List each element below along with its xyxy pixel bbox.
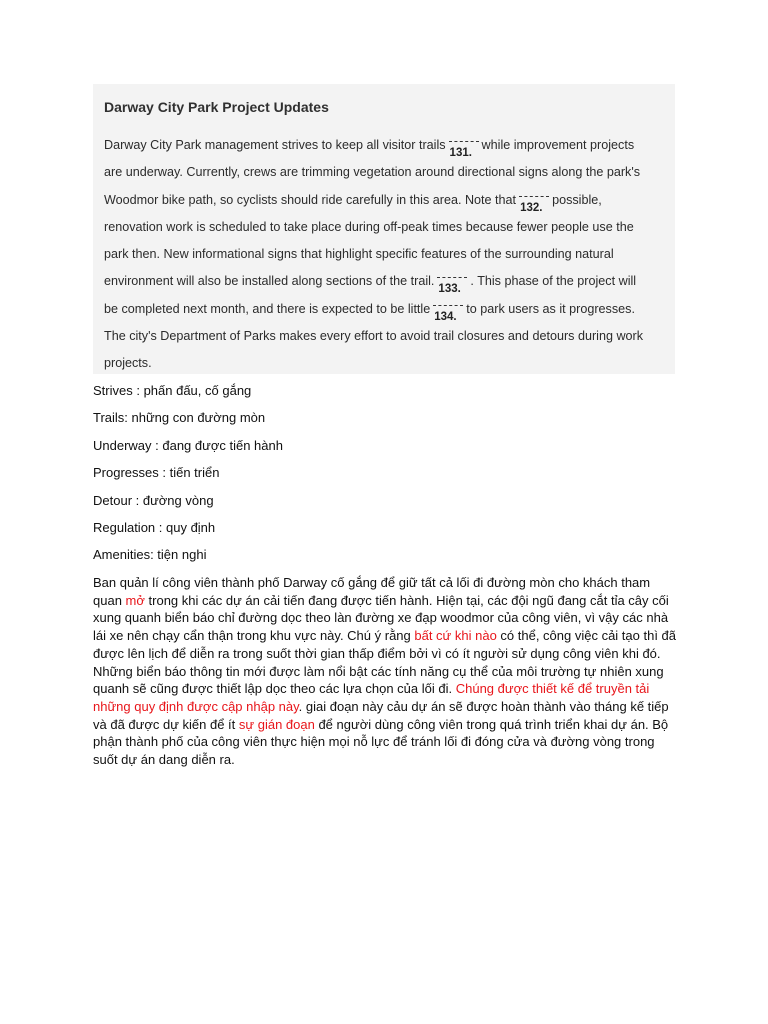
translation-text: có thể, công việc cải tạo thì đã được lên lịch để diễn ra trong suốt thời gian thấp điểm bởi vì có ít người sử dụng công viên khi đó. Những biển báo thông tin mới được làm nổi bật các tính năng cụ thể của môi trường tự nhiên xung quanh sẽ cũng được thiết lập dọc theo các lựa chọn của lối đi. (93, 628, 677, 697)
vocab-item: Underway : đang được tiến hành (93, 437, 283, 453)
vocab-item: Amenities: tiện nghi (93, 547, 207, 563)
translation-paragraph (93, 574, 678, 769)
highlighted-answer: bất cứ khi nào (414, 628, 497, 644)
answer-blank (433, 301, 463, 323)
line-text: environment will also be installed along sections of the trail. (104, 274, 435, 289)
question-number: 134. (434, 310, 457, 323)
line-text: renovation work is scheduled to take place during off-peak times because fewer people use the (104, 219, 634, 234)
line-text: . This phase of the project will (470, 274, 637, 289)
question-number: 133. (438, 283, 461, 296)
highlighted-answer: Chúng được thiết kế để truyền tải những quy định được cập nhập này (93, 681, 650, 714)
passage-body (104, 136, 674, 382)
passage-line (104, 245, 674, 272)
highlighted-answer: sự gián đoạn (238, 716, 315, 732)
translation-text: để người dùng công viên trong quá trình triển khai dự án. Bộ phận thành phố của công viên thực hiện mọi nỗ lực để tránh lối đi đóng cửa và đường vòng trong suốt dự án dang diễn ra. (93, 716, 669, 768)
question-number: 132. (520, 201, 543, 214)
translation-text: trong khi các dự án cải tiến đang được tiến hành. Hiện tại, các đội ngũ đang cắt tỉa cây cối xung quanh biển báo chỉ đường dọc theo làn đường xe đạp woodmor của công viên, vì vậy các nhà lái xe nên chạy cẩn thận trong khu vực này. Chú ý rằng (93, 592, 669, 644)
translation-text: Ban quản lí công viên thành phố Darway cố gắng để giữ tất cả lối đi đường mòn cho khách tham quan (93, 575, 651, 608)
passage-line (104, 327, 674, 354)
answer-blank (449, 137, 479, 159)
line-text: Darway City Park management strives to keep all visitor trails (104, 138, 446, 152)
line-text: Woodmor bike path, so cyclists should ride carefully in this area. Note that (104, 192, 517, 207)
highlighted-answer: mở (125, 592, 145, 608)
line-text: park then. New informational signs that highlight specific features of the surrounding natural (104, 247, 614, 262)
passage-line (104, 354, 674, 381)
passage-line (104, 136, 674, 163)
passage-line (104, 191, 674, 218)
vocab-item: Strives : phấn đấu, cố gắng (93, 383, 252, 398)
line-text: The city's Department of Parks makes every effort to avoid trail closures and detours during work (104, 329, 644, 344)
line-text: possible, (552, 192, 602, 207)
vocab-item: Regulation : quy định (93, 519, 216, 535)
vocab-item: Detour : đường vòng (93, 492, 214, 508)
vocabulary-list (93, 382, 283, 574)
passage-line (104, 163, 674, 190)
line-text: projects. (104, 356, 152, 371)
answer-blank (437, 273, 467, 296)
translation-text: . giai đoạn này cảu dự án sẽ được hoàn thành vào tháng kế tiếp và đã được dự kiến để ít (93, 698, 669, 732)
vocab-item: Progresses : tiến triển (93, 465, 220, 481)
line-text: are underway. Currently, crews are trimming vegetation around directional signs along the park's (104, 165, 641, 180)
answer-blank (519, 192, 549, 214)
line-text: to park users as it progresses. (466, 301, 635, 316)
vocab-item: Trails: những con đường mòn (93, 410, 266, 426)
scanned-passage-image (93, 84, 675, 374)
passage-line (104, 300, 674, 327)
question-number: 131. (449, 147, 472, 159)
passage-line (104, 272, 674, 299)
line-text: be completed next month, and there is expected to be little (104, 301, 431, 316)
passage-title: Darway City Park Project Updates (104, 99, 329, 115)
line-text: while improvement projects (481, 138, 635, 152)
passage-line (104, 218, 674, 245)
